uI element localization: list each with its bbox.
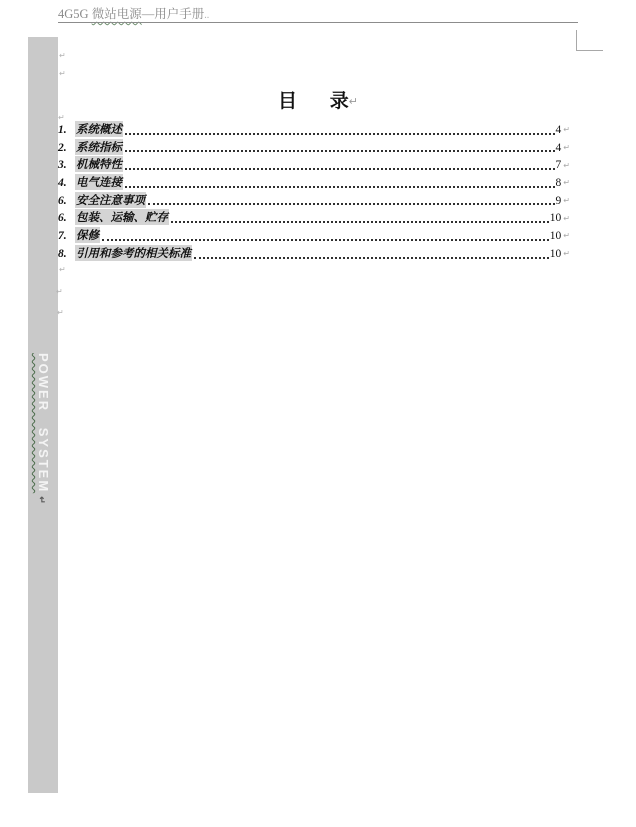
toc-heading-return-mark: ↵ [348, 96, 358, 108]
toc-entry-number: 2. [58, 141, 67, 154]
toc-entry-title: 安全注意事项 [75, 192, 146, 208]
toc-entry-title: 保修 [75, 227, 100, 243]
toc-leader-dots [194, 257, 549, 259]
paragraph-return-mark: ↵ [563, 178, 570, 188]
toc-leader-dots [148, 203, 555, 205]
header-divider-line [58, 22, 578, 23]
toc-entry-title: 引用和参考的相关标准 [75, 245, 192, 261]
sidebar-return-mark: ↵ [37, 496, 47, 504]
text-boundary-corner-mark [576, 30, 603, 51]
toc-page-number: 4 [555, 141, 562, 154]
toc-page-number: 10 [549, 247, 562, 260]
paragraph-return-mark: ↵ [59, 69, 66, 78]
toc-row[interactable] [58, 245, 570, 263]
toc-page-number: 10 [549, 212, 562, 225]
paragraph-return-mark: ↵ [563, 196, 570, 206]
toc-row[interactable] [58, 121, 570, 139]
toc-entry-number: 3. [58, 159, 67, 172]
toc-page-number: 10 [549, 230, 562, 243]
toc-entry-title: 机械特性 [75, 156, 123, 172]
toc-entry-number: 6. [58, 194, 67, 207]
header-rest: —用户手册 [141, 7, 205, 21]
paragraph-return-mark: ↵ [563, 231, 570, 241]
paragraph-return-mark: ↵ [563, 213, 570, 223]
paragraph-return-mark: ↵ [59, 265, 66, 274]
toc-heading-text: 目 录 [278, 91, 349, 112]
toc-entry-title: 电气连接 [75, 174, 123, 190]
toc-row[interactable] [58, 192, 570, 210]
paragraph-return-mark: ↵ [56, 287, 63, 296]
toc-entry-title: 系统概述 [75, 121, 123, 137]
toc-page-number: 9 [555, 194, 562, 207]
header-spellcheck-word: 微站电源 [91, 7, 142, 21]
toc-leader-dots [125, 186, 555, 188]
toc-row[interactable] [58, 156, 570, 174]
paragraph-return-mark: ↵ [563, 125, 570, 135]
toc-entry-number: 1. [58, 124, 67, 136]
header-prefix: 4G5G [58, 7, 92, 21]
document-header [58, 4, 578, 22]
toc-row[interactable] [58, 174, 570, 192]
toc-heading [58, 86, 578, 113]
paragraph-return-mark: ↵ [57, 308, 64, 317]
toc-row[interactable] [58, 209, 570, 227]
toc-leader-dots [125, 150, 555, 152]
toc-leader-dots [125, 168, 555, 170]
paragraph-return-mark: ↵ [563, 249, 570, 259]
toc-entry-number: 7. [58, 230, 67, 243]
toc-entry-number: 4. [58, 177, 67, 190]
toc-entry-title: 系统指标 [75, 139, 123, 155]
power-system-label: POWER SYSTEM [36, 353, 51, 494]
paragraph-return-mark: ↵ [563, 143, 570, 153]
toc-leader-dots [102, 239, 549, 241]
toc-row[interactable] [58, 227, 570, 245]
toc-entry-number: 8. [58, 247, 67, 260]
paragraph-return-mark: ↵ [563, 160, 570, 170]
paragraph-return-mark: ↵ [59, 51, 66, 60]
toc-page-number: 4 [555, 124, 562, 136]
toc-row[interactable] [58, 139, 570, 157]
toc-leader-dots [171, 221, 549, 223]
side-banner-vertical-label [28, 353, 58, 504]
toc-leader-dots [125, 133, 555, 135]
paragraph-return-mark: ↵ [58, 113, 65, 122]
header-end-marks: .. [204, 10, 210, 21]
toc-entry-number: 6. [58, 212, 67, 225]
toc-page-number: 8 [555, 177, 562, 190]
toc-page-number: 7 [555, 159, 562, 172]
table-of-contents [58, 121, 570, 263]
toc-entry-title: 包装、运输、贮存 [75, 209, 169, 225]
